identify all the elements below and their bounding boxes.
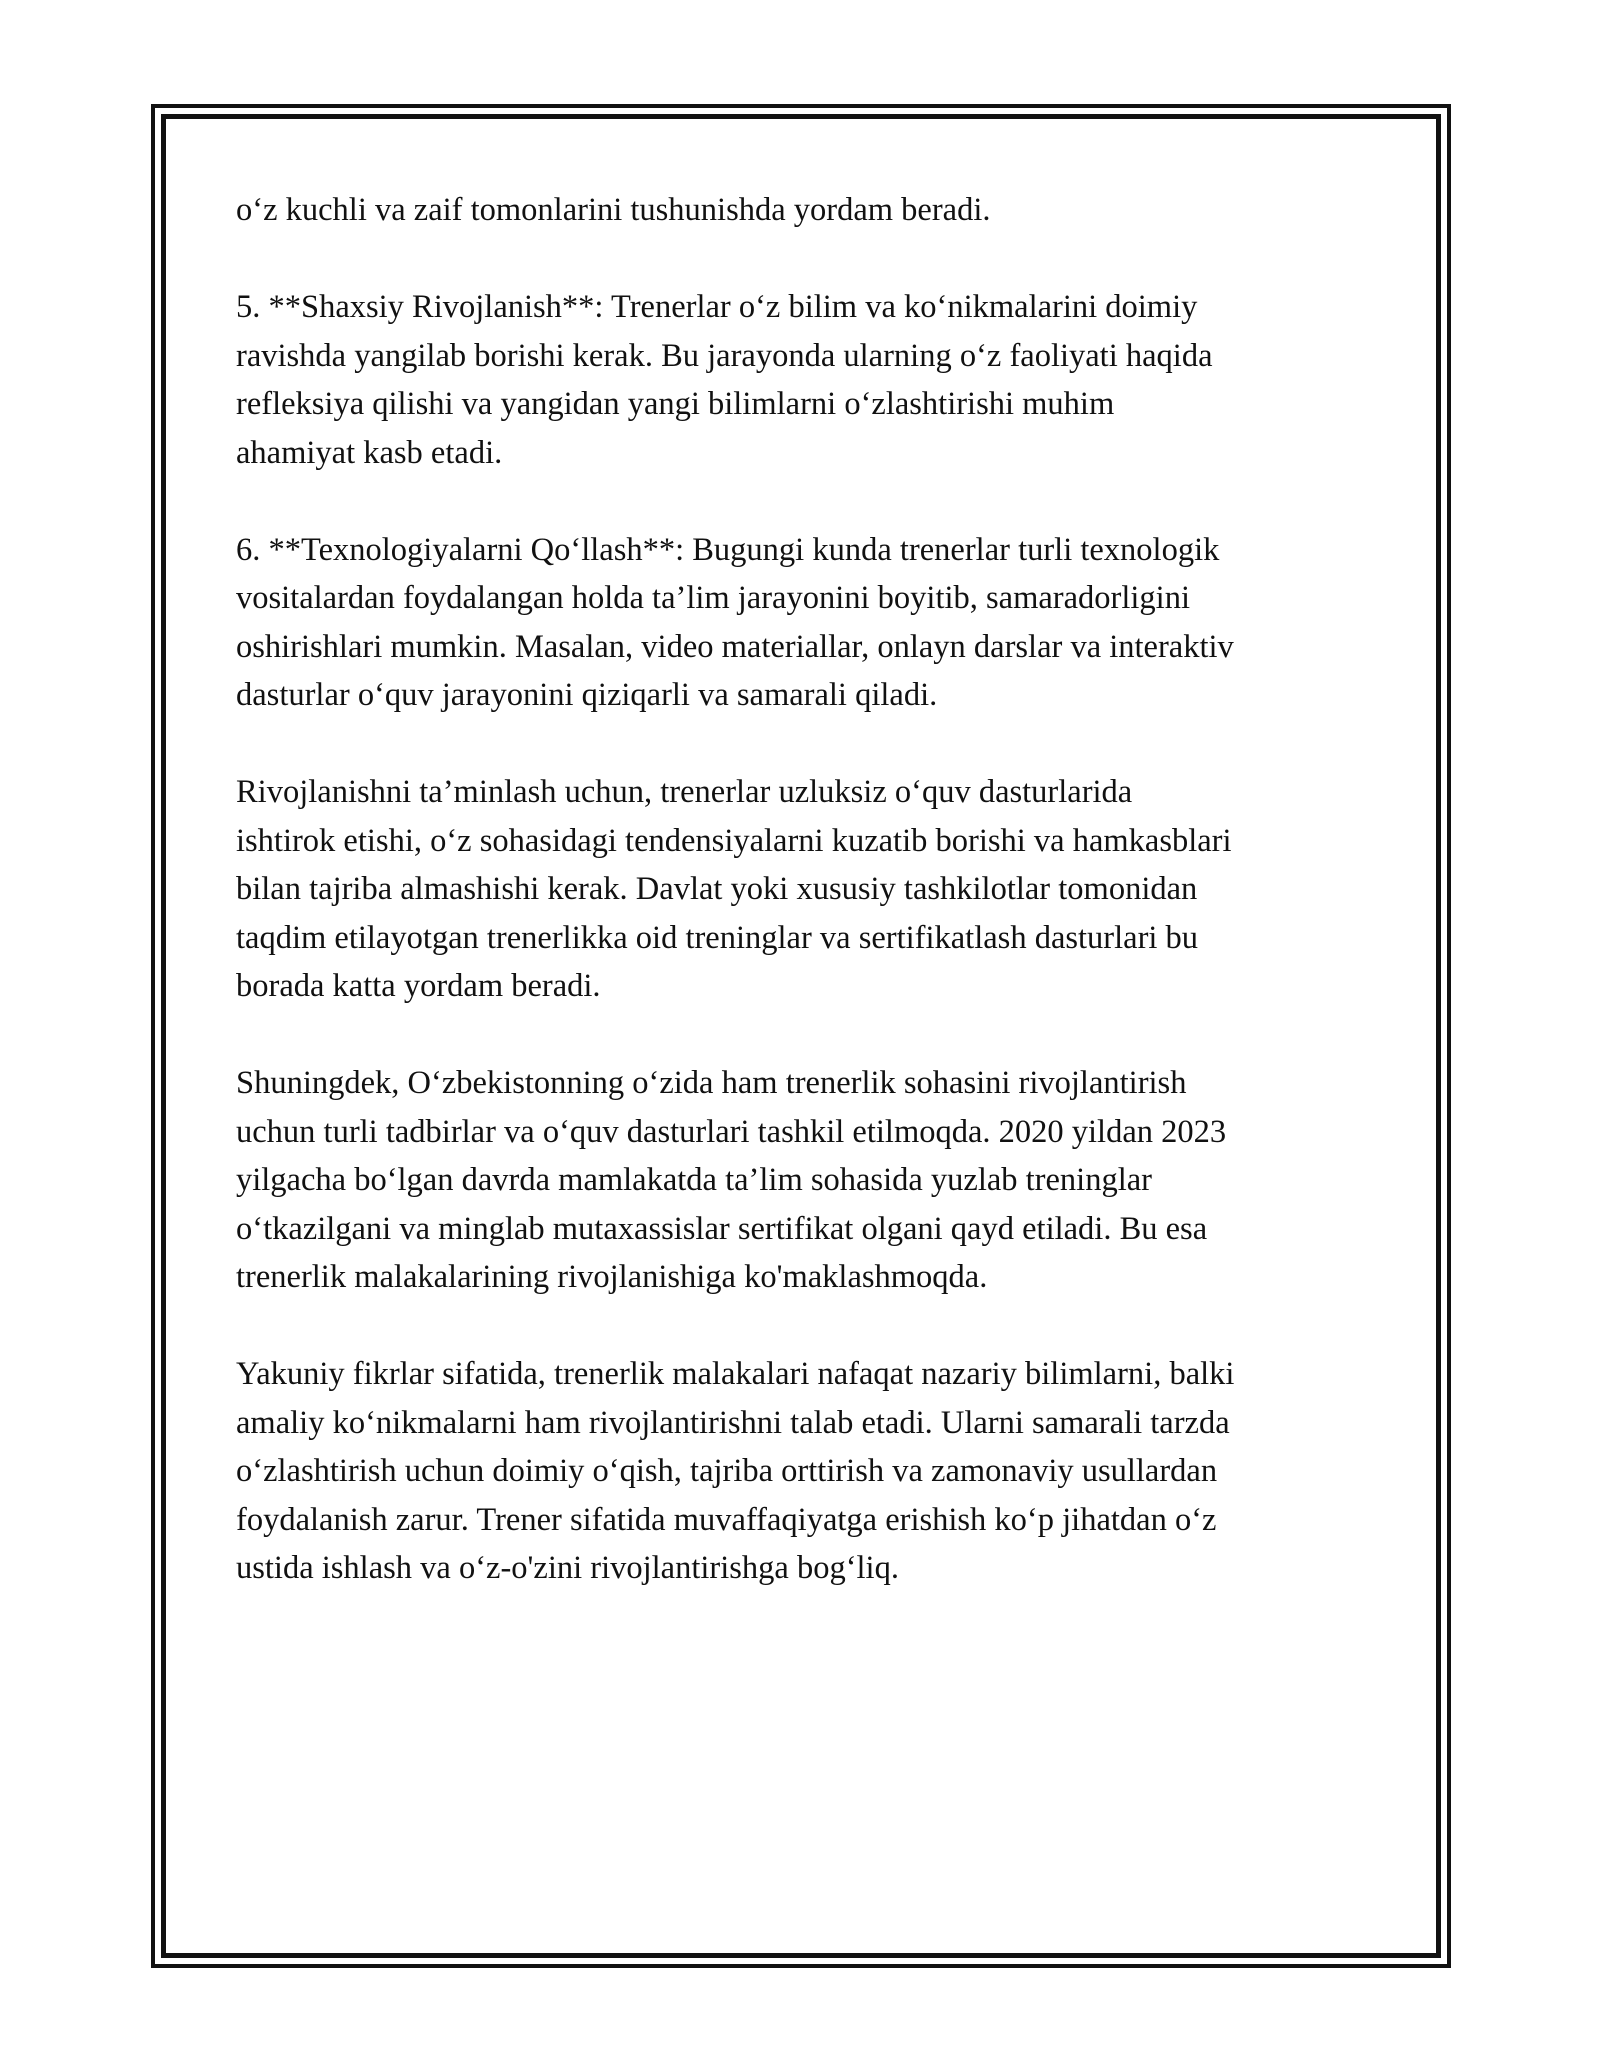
text-line: yilgacha bo‘lgan davrda mamlakatda ta’lim sohasida yuzlab treninglar [236,1162,1152,1198]
text-line: trenerlik malakalarining rivojlanishiga ko'maklashmoqda. [236,1259,988,1295]
text-line: taqdim etilayotgan trenerlikka oid treninglar va sertifikatlash dasturlari bu [236,919,1199,956]
paragraph-1 [236,186,1376,235]
text-line: oshirishlari mumkin. Masalan, video materiallar, onlayn darslar va interaktiv [236,628,1234,665]
paragraph-5 [236,1059,1376,1302]
text-line: uchun turli tadbirlar va o‘quv dasturlari tashkil etilmoqda. 2020 yildan 2023 [236,1113,1227,1150]
text-line: ishtirok etishi, o‘z sohasidagi tendensiyalarni kuzatib borishi va hamkasblari [236,822,1232,859]
text-line: 5. **Shaxsiy Rivojlanish**: Trenerlar o‘z bilim va ko‘nikmalarini doimiy [236,289,1198,325]
text-line: dasturlar o‘quv jarayonini qiziqarli va samarali qiladi. [236,677,938,713]
text-line: 6. **Texnologiyalarni Qo‘llash**: Bugungi kunda trenerlar turli texnologik [236,531,1220,568]
text-line: foydalanish zarur. Trener sifatida muvaffaqiyatga erishish ko‘p jihatdan o‘z [236,1501,1217,1538]
document-body [236,186,1376,1641]
text-line: borada katta yordam beradi. [236,968,601,1004]
text-line: ravishda yangilab borishi kerak. Bu jarayonda ularning o‘z faoliyati haqida [236,337,1213,374]
text-line: o‘z kuchli va zaif tomonlarini tushunishda yordam beradi. [236,192,991,228]
text-line: ustida ishlash va o‘z-o'zini rivojlantirishga bog‘liq. [236,1550,899,1586]
text-line: ahamiyat kasb etadi. [236,434,503,471]
text-line: amaliy ko‘nikmalarni ham rivojlantirishni talab etadi. Ularni samarali tarzda [236,1404,1230,1441]
text-line: Rivojlanishni ta’minlash uchun, trenerlar uzluksiz o‘quv dasturlarida [236,774,1133,810]
paragraph-3 [236,526,1376,720]
paragraph-6 [236,1350,1376,1593]
text-line: o‘tkazilgani va minglab mutaxassislar sertifikat olgani qayd etiladi. Bu esa [236,1210,1208,1247]
text-line: refleksiya qilishi va yangidan yangi bilimlarni o‘zlashtirishi muhim [236,386,1115,422]
text-line: Yakuniy fikrlar sifatida, trenerlik malakalari nafaqat nazariy bilimlarni, balki [236,1356,1235,1392]
text-line: o‘zlashtirish uchun doimiy o‘qish, tajriba orttirish va zamonaviy usullardan [236,1453,1218,1489]
text-line: Shuningdek, O‘zbekistonning o‘zida ham trenerlik sohasini rivojlantirish [236,1065,1187,1101]
text-line: bilan tajriba almashishi kerak. Davlat yoki xususiy tashkilotlar tomonidan [236,871,1198,907]
text-line: vositalardan foydalangan holda ta’lim jarayonini boyitib, samaradorligini [236,580,1190,616]
paragraph-2 [236,283,1376,477]
paragraph-4 [236,768,1376,1011]
